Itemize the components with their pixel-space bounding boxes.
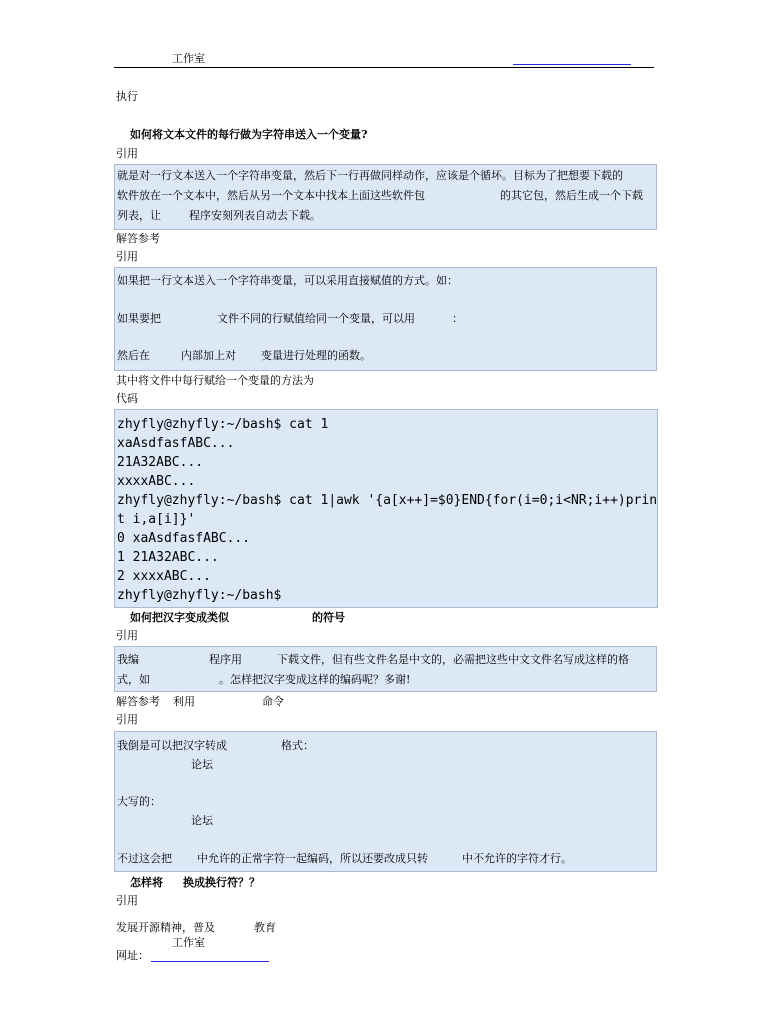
code-line: t i,a[i]}'	[117, 512, 196, 527]
quote-line: 下载文件，但有些文件名是中文的，必需把这些中文文件名写成这样的格	[277, 653, 629, 666]
quote-line: 程序安刻列表自动去下载。	[189, 209, 321, 222]
answer-text: 命令	[262, 695, 284, 708]
footer-url-label: 网址：	[116, 949, 149, 962]
quote-line: 中不允许的字符才行。	[462, 852, 572, 865]
quote-line: 式，如	[117, 673, 150, 686]
footer-slogan: 发展开源精神，普及	[116, 921, 215, 934]
quote-label: 引用	[116, 250, 138, 263]
method-text: 其中将文件中每行赋给一个变量的方法为	[116, 374, 314, 387]
answer-label: 解答参考	[116, 232, 160, 245]
quote-line: 就是对一行文本送入一个字符串变量，然后下一行再做同样动作，应该是个循坏。目标为了把想要下载的	[117, 169, 623, 182]
quote-label: 引用	[116, 629, 138, 642]
code-label: 代码	[116, 392, 138, 405]
quote-line: 变量进行处理的函数。	[261, 349, 371, 362]
header-link-underline[interactable]	[513, 64, 631, 65]
code-line: 21A32ABC...	[117, 455, 204, 470]
quote-line: 论坛	[191, 758, 213, 771]
code-line: zhyfly@zhyfly:~/bash$ cat 1|awk '{a[x++]=$0}END{for(i=0;i<NR;i++)prin	[117, 493, 658, 508]
header-divider	[114, 67, 654, 68]
answer-label: 解答参考	[116, 695, 160, 708]
quote-label: 引用	[116, 713, 138, 726]
quote-label: 引用	[116, 147, 138, 160]
quote-line: 然后在	[117, 349, 150, 362]
code-line: zhyfly@zhyfly:~/bash$ cat 1	[117, 417, 329, 432]
code-block	[114, 409, 658, 608]
quote-line: 内部加上对	[181, 349, 236, 362]
code-line: 2 xxxxABC...	[117, 569, 211, 584]
quote-line: 论坛	[191, 814, 213, 827]
code-line: 0 xaAsdfasfABC...	[117, 531, 251, 546]
quote-line: 文件不同的行赋值给同一个变量，可以用	[217, 312, 415, 325]
quote-box	[114, 646, 657, 692]
quote-line: 如果要把	[117, 312, 161, 325]
quote-line: ：	[452, 312, 463, 325]
quote-line: 不过这会把	[117, 852, 172, 865]
quote-box	[114, 267, 657, 371]
footer-link-underline[interactable]	[151, 961, 269, 962]
question-2-part2: 的符号	[312, 611, 345, 624]
quote-line: 的其它包，然后生成一个下载	[500, 189, 643, 202]
question-1: 如何将文本文件的每行做为字符串送入一个变量?	[130, 128, 368, 141]
quote-box	[114, 731, 657, 872]
exec-text: 执行	[116, 90, 138, 103]
question-3-part2: 换成换行符？？	[183, 876, 260, 889]
footer-studio: 工作室	[172, 936, 205, 949]
question-2-part1: 如何把汉字变成类似	[130, 611, 229, 624]
question-3-part1: 怎样将	[130, 876, 163, 889]
quote-line: 软件放在一个文本中，然后从另一个文本中找本上面这些软件包	[117, 189, 425, 202]
quote-line: 如果把一行文本送入一个字符串变量，可以采用直接赋值的方式。如：	[117, 274, 458, 287]
quote-line: 程序用	[209, 653, 242, 666]
quote-line: 我倒是可以把汉字转成	[117, 739, 227, 752]
quote-line: 大写的：	[117, 795, 161, 808]
quote-line: 我编	[117, 653, 139, 666]
code-line: xaAsdfasfABC...	[117, 436, 235, 451]
quote-label: 引用	[116, 894, 138, 907]
answer-text: 利用	[173, 695, 195, 708]
quote-box	[114, 164, 657, 230]
quote-line: 中允许的正常字符一起编码，所以还要改成只转	[197, 852, 428, 865]
quote-line: 格式：	[281, 739, 314, 752]
code-line: zhyfly@zhyfly:~/bash$	[117, 588, 282, 603]
header-studio: 工作室	[172, 52, 205, 65]
code-line: 1 21A32ABC...	[117, 550, 219, 565]
footer-slogan-end: 教育	[254, 921, 276, 934]
code-line: xxxxABC...	[117, 474, 196, 489]
quote-line: 。怎样把汉字变成这样的编码呢？多谢!	[219, 673, 411, 686]
quote-line: 列表，让	[117, 209, 161, 222]
